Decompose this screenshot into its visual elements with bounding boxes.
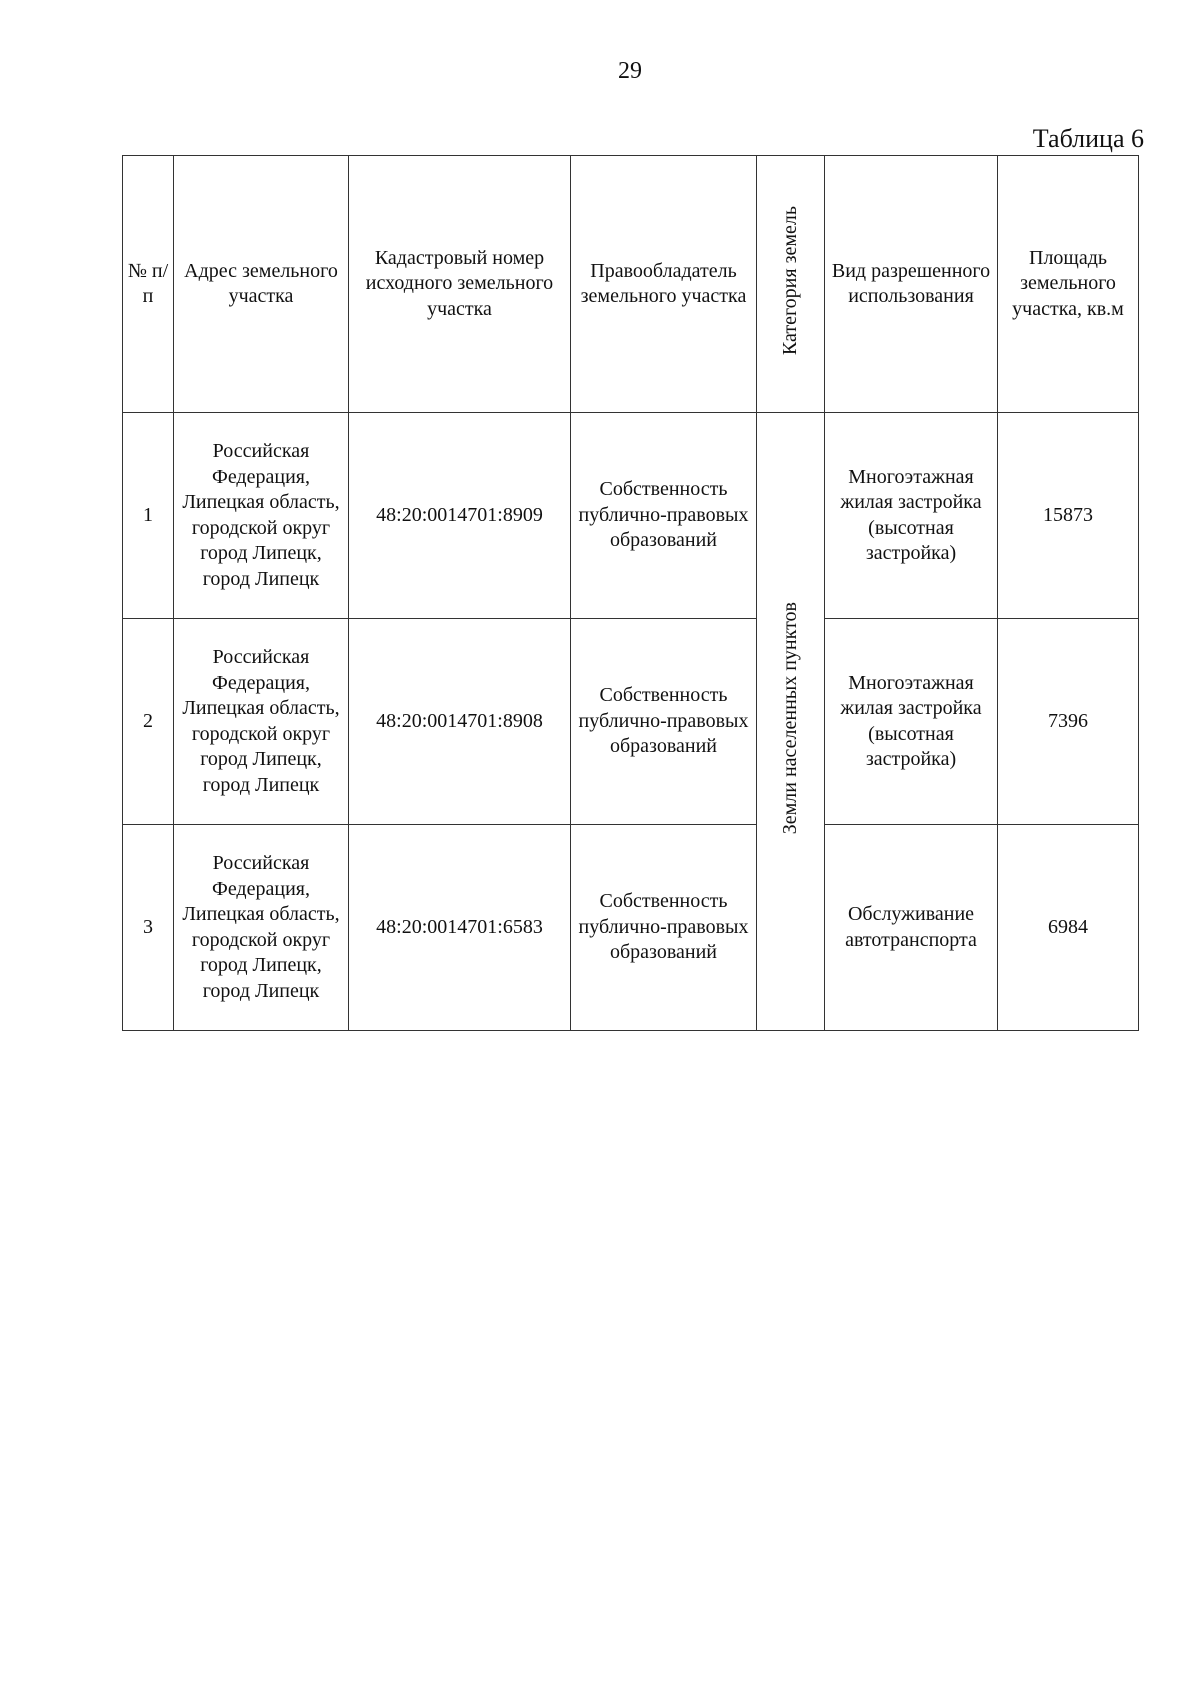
cell-address: Российская Федерация, Липецкая область, городской округ город Липецк, город Липецк [174,413,349,619]
header-num: № п/п [123,156,174,413]
cell-cadastral: 48:20:0014701:8908 [349,619,571,825]
cell-cadastral: 48:20:0014701:8909 [349,413,571,619]
category-value: Земли населенных пунктов [778,601,801,834]
table-header-row [123,156,1139,413]
cell-num: 1 [123,413,174,619]
header-owner: Правообладатель земельного участка [571,156,757,413]
cell-num: 2 [123,619,174,825]
cell-cadastral: 48:20:0014701:6583 [349,825,571,1031]
land-plots-table [122,155,1139,1031]
header-area: Площадь земельного участка, кв.м [998,156,1139,413]
cell-owner: Собственность публично-правовых образований [571,413,757,619]
cell-category [757,413,825,1031]
cell-num: 3 [123,825,174,1031]
cell-area: 15873 [998,413,1139,619]
header-cadastral: Кадастровый номер исходного земельного участка [349,156,571,413]
table-row [123,413,1139,619]
table-caption: Таблица 6 [1032,124,1144,153]
cell-area: 6984 [998,825,1139,1031]
table-row [123,825,1139,1031]
cell-address: Российская Федерация, Липецкая область, городской округ город Липецк, город Липецк [174,619,349,825]
header-address: Адрес земельного участка [174,156,349,413]
header-use: Вид разрешенного использования [825,156,998,413]
cell-use: Многоэтажная жилая застройка (высотная застройка) [825,619,998,825]
cell-owner: Собственность публично-правовых образований [571,619,757,825]
cell-address: Российская Федерация, Липецкая область, городской округ город Липецк, город Липецк [174,825,349,1031]
cell-use: Обслуживание автотранспорта [825,825,998,1031]
cell-use: Многоэтажная жилая застройка (высотная застройка) [825,413,998,619]
page-number: 29 [618,58,642,84]
cell-area: 7396 [998,619,1139,825]
header-category [757,156,825,413]
table-row [123,619,1139,825]
header-category-label: Категория земель [778,205,801,355]
cell-owner: Собственность публично-правовых образований [571,825,757,1031]
